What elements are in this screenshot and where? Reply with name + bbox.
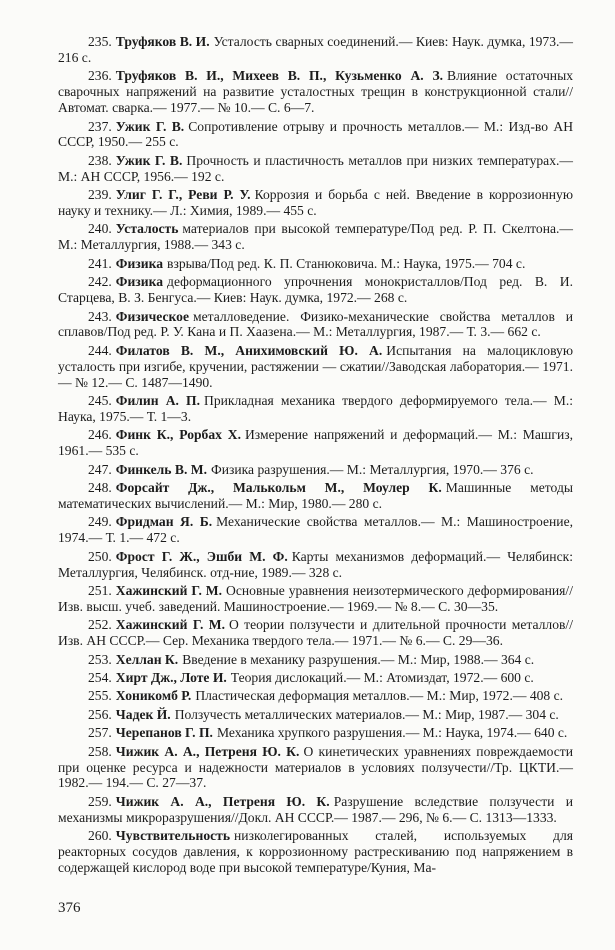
reference-entry — [58, 480, 573, 512]
reference-number: 238. — [88, 152, 112, 168]
reference-text: Карты механизмов деформаций.— Челябинск: Металлургия, Челябинск. отд-ние, 1989.— 328 с. — [58, 548, 573, 580]
reference-entry — [58, 583, 573, 615]
reference-authors: Форсайт Дж., Малькольм М., Моулер К. — [115, 480, 442, 496]
reference-number: 237. — [88, 118, 112, 134]
reference-entry — [58, 256, 573, 272]
reference-number: 247. — [88, 461, 112, 477]
reference-number: 242. — [88, 274, 112, 290]
reference-authors: Хирт Дж., Лоте И. — [115, 670, 227, 686]
reference-text: Основные уравнения неизотермического деформирования//Изв. высш. учеб. заведений. Машиностроение.— 1969.— № 8.— С. 30—35. — [58, 583, 573, 614]
reference-text: Ползучесть металлических материалов.— М.: Мир, 1987.— 304 с. — [174, 706, 559, 722]
reference-number: 235. — [88, 34, 112, 49]
reference-authors: Физика — [115, 255, 164, 271]
reference-text: Механические свойства металлов.— М.: Машиностроение, 1974.— Т. 1.— 472 с. — [58, 514, 573, 546]
reference-entry — [58, 794, 573, 826]
reference-authors: Чувствительность — [115, 828, 231, 844]
reference-entry — [58, 688, 573, 704]
reference-number: 251. — [88, 583, 112, 598]
reference-entry — [58, 34, 573, 66]
reference-number: 252. — [88, 617, 112, 633]
reference-text: Механика хрупкого разрушения.— М.: Наука, 1974.— 640 с. — [216, 725, 568, 741]
reference-text: Введение в механику разрушения.— М.: Мир, 1988.— 364 с. — [182, 651, 535, 667]
reference-text: Усталость сварных соединений.— Киев: Наук. думка, 1973.— 216 с. — [58, 34, 573, 65]
reference-authors: Труфяков В. И., Михеев В. П., Кузьменко А. З. — [115, 68, 444, 84]
reference-authors: Филин А. П. — [115, 393, 200, 409]
reference-entry — [58, 343, 573, 391]
reference-number: 260. — [88, 828, 112, 844]
reference-number: 256. — [88, 706, 112, 722]
reference-entry — [58, 617, 573, 649]
reference-entry — [58, 462, 573, 478]
reference-number: 244. — [88, 342, 112, 358]
reference-authors: Ужик Г. В. — [115, 152, 183, 168]
reference-entry — [58, 119, 573, 151]
reference-number: 253. — [88, 651, 112, 667]
reference-entry — [58, 274, 573, 306]
reference-list — [58, 34, 573, 878]
reference-entry — [58, 187, 573, 219]
reference-authors: Хеллан К. — [115, 651, 179, 667]
reference-authors: Финкель В. М. — [115, 461, 207, 477]
reference-number: 240. — [88, 221, 112, 237]
reference-number: 246. — [88, 427, 112, 443]
reference-text: Прочность и пластичность металлов при низких температурах.— М.: АН СССР, 1956.— 192 с. — [58, 152, 573, 184]
reference-entry — [58, 514, 573, 546]
reference-number: 249. — [88, 514, 112, 530]
reference-entry — [58, 652, 573, 668]
reference-authors: Финк К., Рорбах Х. — [115, 427, 241, 443]
reference-text: Теория дислокаций.— М.: Атомиздат, 1972.— 600 с. — [230, 670, 534, 686]
reference-number: 248. — [88, 480, 112, 496]
reference-number: 236. — [88, 68, 112, 84]
reference-number: 257. — [88, 725, 112, 741]
reference-text: Пластическая деформация металлов.— М.: Мир, 1972.— 408 с. — [195, 688, 564, 704]
reference-number: 239. — [88, 187, 112, 203]
reference-entry — [58, 153, 573, 185]
reference-text: Прикладная механика твердого деформируемого тела.— М.: Наука, 1975.— Т. 1—3. — [58, 393, 573, 424]
reference-number: 241. — [88, 255, 112, 271]
reference-authors: Чижик А. А., Петреня Ю. К. — [115, 793, 330, 809]
reference-entry — [58, 221, 573, 253]
reference-entry — [58, 309, 573, 341]
reference-authors: Усталость — [115, 221, 179, 237]
reference-number: 259. — [88, 793, 112, 809]
reference-text: О кинетических уравнениях повреждаемости при оценке ресурса и надежности материалов в условиях ползучести//Тр. ЦКТИ.— 1982.— 194.— С. 27—37. — [58, 743, 573, 791]
reference-authors: Хажинский Г. М. — [115, 583, 223, 598]
reference-text: Влияние остаточных сварочных напряжений на развитие усталостных трещин в конструкционной стали//Автомат. сварка.— 1977.— № 10.— С. 6—7. — [58, 68, 573, 116]
reference-text: Испытания на малоцикловую усталость при изгибе, кручении, растяжении — сжатии//Заводская лаборатория.— 1971.— № 12.— С. 1487—1490. — [58, 342, 573, 390]
reference-authors: Филатов В. М., Анихимовский Ю. А. — [115, 342, 383, 358]
reference-entry — [58, 670, 573, 686]
reference-text: О теории ползучести и длительной прочности металлов//Изв. АН СССР.— Сер. Механика твердого тела.— 1971.— № 6.— С. 29—36. — [58, 617, 573, 649]
reference-text: Физика разрушения.— М.: Металлургия, 1970.— 376 с. — [210, 461, 534, 477]
reference-text: Машинные методы математических вычислений.— М.: Мир, 1980.— 280 с. — [58, 480, 573, 511]
reference-authors: Фрост Г. Ж., Эшби М. Ф. — [115, 548, 288, 564]
reference-authors: Чижик А. А., Петреня Ю. К. — [115, 743, 300, 759]
reference-text: Измерение напряжений и деформаций.— М.: Машгиз, 1961.— 535 с. — [58, 427, 574, 459]
reference-text: металловедение. Физико-механические свойства металлов и сплавов/Под ред. Р. У. Кана и П. Хаазена.— М.: Металлургия, 1987.— Т. 3.— 662 с. — [58, 308, 573, 340]
reference-text: взрыва/Под ред. К. П. Станюковича. М.: Наука, 1975.— 704 с. — [167, 255, 526, 271]
reference-text: Коррозия и борьба с ней. Введение в коррозионную науку и технику.— Л.: Химия, 1989.— 455 с. — [58, 187, 573, 219]
reference-authors: Труфяков В. И. — [115, 34, 210, 49]
reference-text: Сопротивление отрыву и прочность металлов.— М.: Изд-во АН СССР, 1950.— 255 с. — [58, 118, 574, 150]
reference-entry — [58, 549, 573, 581]
reference-text: Разрушение вследствие ползучести и механизмы микроразрушения//Докл. АН СССР.— 1987.— 296, № 6.— С. 1313—1333. — [58, 793, 574, 825]
reference-number: 243. — [88, 308, 112, 324]
reference-authors: Фридман Я. Б. — [115, 514, 213, 530]
reference-entry — [58, 725, 573, 741]
reference-authors: Улиг Г. Г., Реви Р. У. — [115, 187, 251, 203]
reference-number: 255. — [88, 688, 112, 704]
reference-text: деформационного упрочнения монокристаллов/Под ред. В. И. Старцева, В. З. Бенгуса.— Киев: Наук. думка, 1972.— 268 с. — [58, 274, 573, 306]
reference-authors: Чадек Й. — [115, 706, 171, 722]
reference-number: 258. — [88, 743, 112, 759]
reference-authors: Хоникомб Р. — [115, 688, 192, 704]
reference-authors: Физика — [115, 274, 164, 290]
reference-authors: Черепанов Г. П. — [115, 725, 213, 741]
reference-number: 245. — [88, 393, 112, 409]
reference-entry — [58, 427, 573, 459]
reference-entry — [58, 828, 573, 876]
reference-entry — [58, 744, 573, 792]
reference-authors: Физическое — [115, 308, 189, 324]
reference-number: 250. — [88, 548, 112, 564]
reference-authors: Хажинский Г. М. — [115, 617, 225, 633]
reference-entry — [58, 393, 573, 425]
reference-entry — [58, 707, 573, 723]
reference-authors: Ужик Г. В. — [115, 118, 185, 134]
reference-text: материалов при высокой температуре/Под ред. Р. П. Скелтона.— М.: Металлургия, 1988.— 343 с. — [58, 221, 573, 253]
reference-text: низколегированных сталей, используемых для реакторных сосудов давления, к коррозионному растрескиванию под напряжением в содержащей кислород воде при высокой температуре/Куния, Ма- — [58, 828, 573, 875]
reference-entry — [58, 68, 573, 116]
page-number: 376 — [58, 900, 81, 916]
reference-number: 254. — [88, 670, 112, 686]
